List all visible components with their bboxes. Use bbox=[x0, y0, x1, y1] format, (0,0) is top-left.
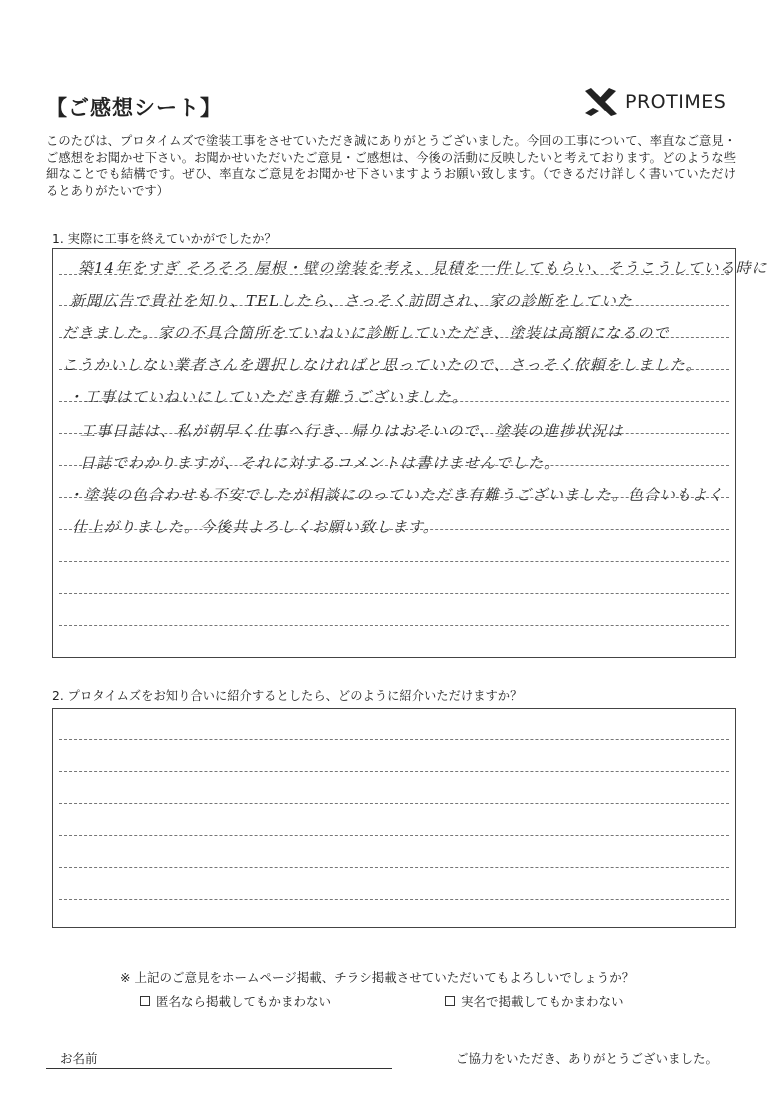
ruled-line bbox=[59, 835, 729, 836]
handwritten-line: 工事日誌は、私が朝早く仕事へ行き、帰りはおそいので、塗装の進捗状況は bbox=[80, 422, 624, 440]
handwritten-line: 日誌でわかりますが、それに対するコメントは書けませんでした。 bbox=[80, 454, 561, 472]
handwritten-line: 新聞広告で貴社を知り、TELしたら、さっそく訪問され、家の診断をしていた bbox=[70, 292, 633, 310]
option-realname-label: 実名で掲載してもかまわない bbox=[461, 994, 624, 1009]
handwritten-line: こうかいしない業者さんを選択しなければと思っていたので、さっそく依頼をしました。 bbox=[62, 356, 702, 374]
thanks-text: ご協力をいただき、ありがとうございました。 bbox=[456, 1051, 719, 1066]
ruled-line bbox=[59, 803, 729, 804]
name-field[interactable] bbox=[46, 1068, 392, 1069]
ruled-line bbox=[59, 867, 729, 868]
handwritten-line: ・工事はていねいにしていただき有難うございました。 bbox=[68, 388, 469, 406]
option-anonymous-label: 匿名なら掲載してもかまわない bbox=[156, 994, 332, 1009]
ruled-line bbox=[59, 771, 729, 772]
option-realname[interactable] bbox=[445, 992, 624, 1010]
checkbox-realname[interactable] bbox=[445, 996, 455, 1006]
page-title: 【ご感想シート】 bbox=[46, 96, 222, 120]
ruled-line bbox=[59, 561, 729, 562]
consent-question: ※ 上記のご意見をホームページ掲載、チラシ掲載させていただいてもよろしいでしょうか？ bbox=[120, 970, 635, 985]
ruled-line bbox=[59, 739, 729, 740]
name-label: お名前 bbox=[60, 1051, 98, 1066]
ruled-line bbox=[59, 625, 729, 626]
ruled-line bbox=[59, 899, 729, 900]
logo-text: PROTIMES bbox=[625, 91, 727, 113]
handwritten-line: だきました。家の不具合箇所をていねいに診断していただき、塗装は高額になるので bbox=[62, 324, 670, 342]
protimes-logo bbox=[583, 87, 726, 117]
answer-box-2[interactable] bbox=[52, 708, 736, 928]
option-anonymous[interactable] bbox=[140, 992, 331, 1010]
handwritten-line: 仕上がりました。今後共よろしくお願い致します。 bbox=[72, 518, 439, 536]
question-2-label: 2. プロタイムズをお知り合いに紹介するとしたら、どのように紹介いただけますか？ bbox=[52, 689, 523, 703]
ruled-line bbox=[59, 593, 729, 594]
checkbox-anonymous[interactable] bbox=[140, 996, 150, 1006]
question-1-label: 1. 実際に工事を終えていかがでしたか？ bbox=[52, 232, 277, 246]
intro-text: このたびは、プロタイムズで塗装工事をさせていただき誠にありがとうございました。今回の工事について、率直なご意見・ご感想をお聞かせ下さい。お聞かせいただいたご意見・ご感想は、今後の活動に反映したいと考えております。どのような些細なことでも結構です。ぜひ、率直なご意見をお聞かせ下さいますようお願い致します。（できるだけ詳しく書いていただけるとありがたいです） bbox=[46, 134, 736, 198]
handwritten-line: 築14年をすぎ そろそろ 屋根・壁の塗装を考え、見積を一件してもらい、そうこうしている時に bbox=[78, 259, 768, 277]
protimes-x-mark-icon bbox=[583, 87, 619, 117]
handwritten-line: ・塗装の色合わせも不安でしたが相談にのっていただき有難うございました。色合いもよく bbox=[68, 486, 724, 504]
